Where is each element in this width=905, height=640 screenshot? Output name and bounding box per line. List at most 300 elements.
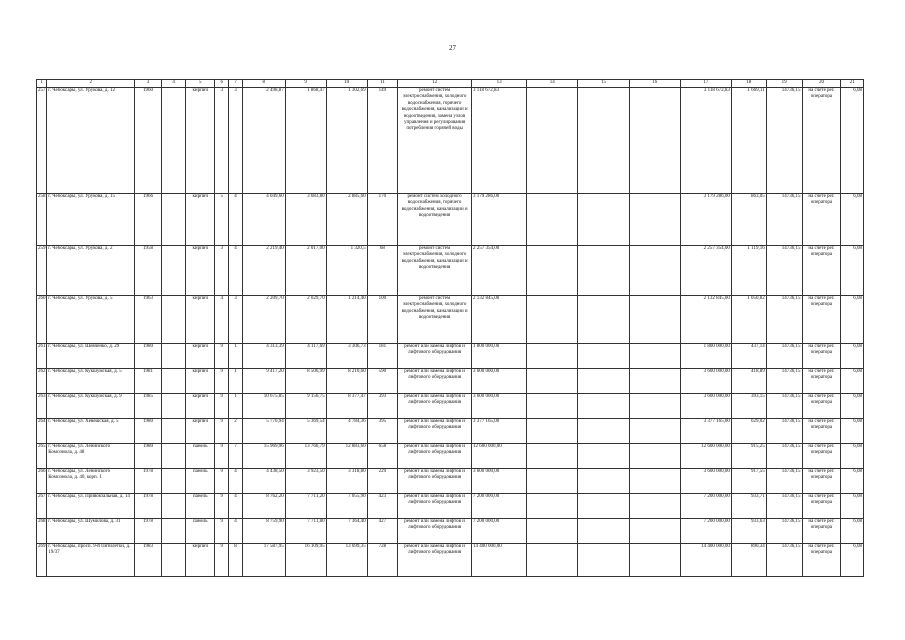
total-area-cell: 10 675,85 <box>242 394 285 419</box>
premises-area-cell: 2 017,00 <box>285 246 326 296</box>
residents-cell: 427 <box>367 519 398 544</box>
column-number-8: 8 <box>242 80 285 88</box>
entrances-cell: 4 <box>229 519 242 544</box>
residents-cell: 590 <box>367 369 398 394</box>
col15-cell <box>578 394 629 419</box>
column-number-row <box>37 80 864 88</box>
floors-cell: 9 <box>215 519 229 544</box>
col16-cell <box>629 296 680 344</box>
column-number-10: 10 <box>326 80 367 88</box>
cost-total-cell: 2 257 354,00 <box>471 246 526 296</box>
premises-area-cell: 8 506,99 <box>285 369 326 394</box>
work-type-cell: ремонт или замена лифтов и лифтового оборудования <box>398 469 472 494</box>
col16-cell <box>629 88 680 194</box>
col16-cell <box>629 494 680 519</box>
cost-total-cell: 2 132 845,00 <box>471 296 526 344</box>
col14-cell <box>527 544 578 577</box>
total-area-cell: 2 209,70 <box>242 296 285 344</box>
unit-cost-cell: 890,34 <box>731 544 766 577</box>
col15-cell <box>578 194 629 246</box>
col4-cell <box>161 444 186 469</box>
column-number-12: 12 <box>398 80 472 88</box>
cost-total-cell: 3 600 000,00 <box>471 394 526 419</box>
year-cell: 1978 <box>135 519 162 544</box>
col16-cell <box>629 444 680 469</box>
table-row <box>37 469 864 494</box>
column-number-7: 7 <box>229 80 242 88</box>
address-cell: г. Чебоксары, ул. Ленинского Комсомола, д. 40, корп. 1 <box>47 469 135 494</box>
work-type-cell: ремонт или замена лифтов и лифтового оборудования <box>398 369 472 394</box>
column-number-5: 5 <box>186 80 215 88</box>
col16-cell <box>629 544 680 577</box>
address-cell: г. Чебоксары, ул. Шевченко, д. 29 <box>47 344 135 369</box>
col16-cell <box>629 344 680 369</box>
premises-area-cell: 16 109,95 <box>285 544 326 577</box>
total-area-cell: 2 498,87 <box>242 88 285 194</box>
col14-cell <box>527 369 578 394</box>
total-area-cell: 4 313,39 <box>242 344 285 369</box>
premises-area-cell: 2 029,70 <box>285 296 326 344</box>
column-number-18: 18 <box>731 80 766 88</box>
rate-cell: 6,08 <box>841 296 864 344</box>
col4-cell <box>161 369 186 394</box>
floors-cell: 9 <box>215 469 229 494</box>
residential-area-cell: 8 210,60 <box>326 369 367 394</box>
work-type-cell: ремонт или замена лифтов и лифтового оборудования <box>398 444 472 469</box>
row-number: 268 <box>37 519 47 544</box>
floors-cell: 9 <box>215 544 229 577</box>
address-cell: г. Чебоксары, ул. Кукшумская, д. 9 <box>47 394 135 419</box>
wall-material-cell: панель <box>186 494 215 519</box>
entrances-cell: 4 <box>229 494 242 519</box>
row-number: 266 <box>37 469 47 494</box>
col4-cell <box>161 394 186 419</box>
floors-cell: 5 <box>215 194 229 246</box>
col14-cell <box>527 469 578 494</box>
row-number: 257 <box>37 88 47 194</box>
owners-funds-cell: 3 600 000,00 <box>680 394 731 419</box>
page-number: 27 <box>449 44 456 52</box>
cost-total-cell: 3 118 672,83 <box>471 88 526 194</box>
rate-cell: 6,08 <box>841 494 864 519</box>
fund-method-cell: на счете рег. оператора <box>802 369 841 394</box>
unit-cost-cell: 437,14 <box>731 344 766 369</box>
col4-cell <box>161 194 186 246</box>
table-row <box>37 519 864 544</box>
residents-cell: 181 <box>367 344 398 369</box>
residents-cell: 170 <box>367 194 398 246</box>
owners-funds-cell: 7 200 000,00 <box>680 519 731 544</box>
unit-cost-cell: 629,02 <box>731 419 766 444</box>
col16-cell <box>629 246 680 296</box>
year-cell: 1978 <box>135 494 162 519</box>
row-number: 267 <box>37 494 47 519</box>
residential-area-cell: 8 377,47 <box>326 394 367 419</box>
year-cell: 1983 <box>135 544 162 577</box>
col16-cell <box>629 419 680 444</box>
floors-cell: 9 <box>215 369 229 394</box>
cost-total-cell: 3 600 000,00 <box>471 469 526 494</box>
floors-cell: 9 <box>215 444 229 469</box>
residents-cell: 658 <box>367 444 398 469</box>
col4-cell <box>161 246 186 296</box>
total-area-cell: 9 417,20 <box>242 369 285 394</box>
col15-cell <box>578 88 629 194</box>
col16-cell <box>629 519 680 544</box>
total-area-cell: 2 219,40 <box>242 246 285 296</box>
limit-cost-cell: 14736,15 <box>766 494 802 519</box>
premises-area-cell: 4 117,69 <box>285 344 326 369</box>
wall-material-cell: панель <box>186 469 215 494</box>
col15-cell <box>578 544 629 577</box>
col14-cell <box>527 344 578 369</box>
premises-area-cell: 3 683,80 <box>285 194 326 246</box>
address-cell: г. Чебоксары, ул. Урукова, д. 2 <box>47 246 135 296</box>
col4-cell <box>161 344 186 369</box>
col14-cell <box>527 296 578 344</box>
col16-cell <box>629 369 680 394</box>
total-area-cell: 15 969,96 <box>242 444 285 469</box>
entrances-cell: 2 <box>229 419 242 444</box>
col16-cell <box>629 394 680 419</box>
wall-material-cell: кирпич <box>186 369 215 394</box>
limit-cost-cell: 14736,15 <box>766 88 802 194</box>
cost-total-cell: 7 200 000,00 <box>471 519 526 544</box>
fund-method-cell: на счете рег. оператора <box>802 88 841 194</box>
table-body <box>37 88 864 577</box>
year-cell: 1958 <box>135 246 162 296</box>
column-number-1: 1 <box>37 80 47 88</box>
owners-funds-cell: 3 600 000,00 <box>680 469 731 494</box>
work-type-cell: ремонт или замена лифтов и лифтового оборудования <box>398 344 472 369</box>
column-number-11: 11 <box>367 80 398 88</box>
row-number: 264 <box>37 419 47 444</box>
residents-cell: 100 <box>367 296 398 344</box>
limit-cost-cell: 14736,15 <box>766 344 802 369</box>
wall-material-cell: кирпич <box>186 296 215 344</box>
premises-area-cell: 13 766,79 <box>285 444 326 469</box>
residents-cell: 229 <box>367 469 398 494</box>
owners-funds-cell: 1 800 000,00 <box>680 344 731 369</box>
col4-cell <box>161 519 186 544</box>
total-area-cell: 17 587,95 <box>242 544 285 577</box>
col15-cell <box>578 369 629 394</box>
owners-funds-cell: 3 377 165,00 <box>680 419 731 444</box>
cost-total-cell: 3 179 286,00 <box>471 194 526 246</box>
unit-cost-cell: 393,15 <box>731 394 766 419</box>
residents-cell: 423 <box>367 494 398 519</box>
address-cell: г. Чебоксары, ул. Кукшумская, д. 5 <box>47 369 135 394</box>
table-row <box>37 344 864 369</box>
col14-cell <box>527 246 578 296</box>
limit-cost-cell: 14736,15 <box>766 444 802 469</box>
work-type-cell: ремонт систем холодного водоснабжения, горячего водоснабжения, канализации и водоотведения <box>398 194 472 246</box>
entrances-cell: 1 <box>229 344 242 369</box>
premises-area-cell: 9 156,75 <box>285 394 326 419</box>
table-row <box>37 394 864 419</box>
table-row <box>37 296 864 344</box>
row-number: 265 <box>37 444 47 469</box>
col4-cell <box>161 544 186 577</box>
table-row <box>37 444 864 469</box>
col14-cell <box>527 88 578 194</box>
residential-area-cell: 3 318,80 <box>326 469 367 494</box>
address-cell: г. Чебоксары, ул. Хевешская, д. 5 <box>47 419 135 444</box>
unit-cost-cell: 917,55 <box>731 469 766 494</box>
column-number-3: 3 <box>135 80 162 88</box>
residents-cell: 149 <box>367 88 398 194</box>
floors-cell: 9 <box>215 394 229 419</box>
rate-cell: 6,08 <box>841 544 864 577</box>
unit-cost-cell: 915,25 <box>731 444 766 469</box>
col15-cell <box>578 419 629 444</box>
residents-cell: 728 <box>367 544 398 577</box>
wall-material-cell: кирпич <box>186 246 215 296</box>
limit-cost-cell: 14736,15 <box>766 394 802 419</box>
row-number: 263 <box>37 394 47 419</box>
owners-funds-cell: 12 600 000,00 <box>680 444 731 469</box>
residential-area-cell: 1 214,40 <box>326 296 367 344</box>
rate-cell: 6,08 <box>841 419 864 444</box>
owners-funds-cell: 14 400 000,00 <box>680 544 731 577</box>
year-cell: 1980 <box>135 419 162 444</box>
col15-cell <box>578 344 629 369</box>
residential-area-cell: 1 320,5 <box>326 246 367 296</box>
owners-funds-cell: 7 200 000,00 <box>680 494 731 519</box>
table-row <box>37 369 864 394</box>
entrances-cell: 8 <box>229 544 242 577</box>
wall-material-cell: кирпич <box>186 344 215 369</box>
entrances-cell: 3 <box>229 88 242 194</box>
col14-cell <box>527 519 578 544</box>
capital-repair-table <box>36 79 864 577</box>
limit-cost-cell: 14736,15 <box>766 194 802 246</box>
column-number-19: 19 <box>766 80 802 88</box>
work-type-cell: ремонт или замена лифтов и лифтового оборудования <box>398 394 472 419</box>
col15-cell <box>578 444 629 469</box>
fund-method-cell: на счете рег. оператора <box>802 296 841 344</box>
total-area-cell: 5 770,94 <box>242 419 285 444</box>
floors-cell: 9 <box>215 419 229 444</box>
col4-cell <box>161 494 186 519</box>
column-number-21: 21 <box>841 80 864 88</box>
column-number-15: 15 <box>578 80 629 88</box>
year-cell: 1980 <box>135 444 162 469</box>
unit-cost-cell: 418,89 <box>731 369 766 394</box>
column-number-13: 13 <box>471 80 526 88</box>
floors-cell: 3 <box>215 88 229 194</box>
floors-cell: 9 <box>215 494 229 519</box>
rate-cell: 6,08 <box>841 394 864 419</box>
col14-cell <box>527 394 578 419</box>
cost-total-cell: 3 600 000,00 <box>471 369 526 394</box>
entrances-cell: 7 <box>229 444 242 469</box>
table-row <box>37 246 864 296</box>
row-number: 258 <box>37 194 47 246</box>
unit-cost-cell: 1 669,11 <box>731 88 766 194</box>
work-type-cell: ремонт систем электроснабжения, холодного водоснабжения, горячего водоснабжения, канализации и водоотведения, замена узлов управления и регулирования потребления горячей воды <box>398 88 472 194</box>
unit-cost-cell: 863,05 <box>731 194 766 246</box>
address-cell: г. Чебоксары, ул. Урукова, д. 5 <box>47 296 135 344</box>
premises-area-cell: 3 923,50 <box>285 469 326 494</box>
floors-cell: 9 <box>215 344 229 369</box>
wall-material-cell: кирпич <box>186 544 215 577</box>
col15-cell <box>578 296 629 344</box>
table-row <box>37 544 864 577</box>
col16-cell <box>629 194 680 246</box>
owners-funds-cell: 3 118 672,83 <box>680 88 731 194</box>
col4-cell <box>161 419 186 444</box>
table-row <box>37 88 864 194</box>
residential-area-cell: 1 302,69 <box>326 88 367 194</box>
col15-cell <box>578 494 629 519</box>
entrances-cell: 3 <box>229 296 242 344</box>
rate-cell: 6,08 <box>841 444 864 469</box>
entrances-cell: 1 <box>229 394 242 419</box>
fund-method-cell: на счете рег. оператора <box>802 246 841 296</box>
rate-cell: 6,08 <box>841 194 864 246</box>
fund-method-cell: на счете рег. оператора <box>802 519 841 544</box>
col15-cell <box>578 469 629 494</box>
owners-funds-cell: 3 600 000,00 <box>680 369 731 394</box>
column-number-6: 6 <box>215 80 229 88</box>
premises-area-cell: 1 868,47 <box>285 88 326 194</box>
residential-area-cell: 12 883,60 <box>326 444 367 469</box>
col15-cell <box>578 519 629 544</box>
col14-cell <box>527 444 578 469</box>
column-number-2: 2 <box>47 80 135 88</box>
table-row <box>37 494 864 519</box>
table-row <box>37 194 864 246</box>
year-cell: 1963 <box>135 296 162 344</box>
fund-method-cell: на счете рег. оператора <box>802 444 841 469</box>
column-number-9: 9 <box>285 80 326 88</box>
address-cell: г. Чебоксары, ул. Шумилова, д. 31 <box>47 519 135 544</box>
floors-cell: 3 <box>215 246 229 296</box>
column-number-4: 4 <box>161 80 186 88</box>
total-area-cell: 4 049,60 <box>242 194 285 246</box>
fund-method-cell: на счете рег. оператора <box>802 544 841 577</box>
residents-cell: 393 <box>367 394 398 419</box>
work-type-cell: ремонт или замена лифтов и лифтового оборудования <box>398 494 472 519</box>
wall-material-cell: кирпич <box>186 88 215 194</box>
rate-cell: 6,08 <box>841 369 864 394</box>
col4-cell <box>161 469 186 494</box>
premises-area-cell: 5 369,54 <box>285 419 326 444</box>
total-area-cell: 4 438,50 <box>242 469 285 494</box>
limit-cost-cell: 14736,15 <box>766 519 802 544</box>
rate-cell: 6,08 <box>841 246 864 296</box>
work-type-cell: ремонт или замена лифтов и лифтового оборудования <box>398 544 472 577</box>
limit-cost-cell: 14736,15 <box>766 246 802 296</box>
limit-cost-cell: 14736,15 <box>766 544 802 577</box>
col15-cell <box>578 246 629 296</box>
owners-funds-cell: 2 257 354,00 <box>680 246 731 296</box>
wall-material-cell: панель <box>186 519 215 544</box>
table-row <box>37 419 864 444</box>
year-cell: 1966 <box>135 194 162 246</box>
rate-cell: 6,08 <box>841 469 864 494</box>
work-type-cell: ремонт или замена лифтов и лифтового оборудования <box>398 519 472 544</box>
residential-area-cell: 4 784,36 <box>326 419 367 444</box>
cost-total-cell: 7 200 000,00 <box>471 494 526 519</box>
row-number: 269 <box>37 544 47 577</box>
col14-cell <box>527 194 578 246</box>
fund-method-cell: на счете рег. оператора <box>802 494 841 519</box>
limit-cost-cell: 14736,15 <box>766 296 802 344</box>
premises-area-cell: 7 711,80 <box>285 519 326 544</box>
residential-area-cell: 2 885,60 <box>326 194 367 246</box>
column-number-14: 14 <box>527 80 578 88</box>
work-type-cell: ремонт систем электроснабжения, холодного водоснабжения, канализации и водоотведения <box>398 246 472 296</box>
floors-cell: 4 <box>215 296 229 344</box>
fund-method-cell: на счете рег. оператора <box>802 419 841 444</box>
col14-cell <box>527 419 578 444</box>
owners-funds-cell: 3 179 286,00 <box>680 194 731 246</box>
residential-area-cell: 7 364,40 <box>326 519 367 544</box>
wall-material-cell: кирпич <box>186 194 215 246</box>
year-cell: 1980 <box>135 344 162 369</box>
wall-material-cell: панель <box>186 444 215 469</box>
limit-cost-cell: 14736,15 <box>766 369 802 394</box>
column-number-20: 20 <box>802 80 841 88</box>
address-cell: г. Чебоксары, ул. Ленинского Комсомола, д. 48 <box>47 444 135 469</box>
entrances-cell: 1 <box>229 369 242 394</box>
unit-cost-cell: 933,71 <box>731 494 766 519</box>
row-number: 260 <box>37 296 47 344</box>
unit-cost-cell: 933,63 <box>731 519 766 544</box>
total-area-cell: 8 762,20 <box>242 494 285 519</box>
cost-total-cell: 14 400 000,00 <box>471 544 526 577</box>
year-cell: 1978 <box>135 469 162 494</box>
fund-method-cell: на счете рег. оператора <box>802 469 841 494</box>
row-number: 259 <box>37 246 47 296</box>
residential-area-cell: 13 699,35 <box>326 544 367 577</box>
address-cell: г. Чебоксары, ул. Урукова, д. 12 <box>47 88 135 194</box>
owners-funds-cell: 2 132 845,00 <box>680 296 731 344</box>
entrances-cell: 4 <box>229 469 242 494</box>
residents-cell: 68 <box>367 246 398 296</box>
col4-cell <box>161 296 186 344</box>
cost-total-cell: 1 800 000,00 <box>471 344 526 369</box>
fund-method-cell: на счете рег. оператора <box>802 194 841 246</box>
cost-total-cell: 3 377 165,00 <box>471 419 526 444</box>
cost-total-cell: 12 600 000,00 <box>471 444 526 469</box>
unit-cost-cell: 1 119,16 <box>731 246 766 296</box>
limit-cost-cell: 14736,15 <box>766 469 802 494</box>
residential-area-cell: 3 306,73 <box>326 344 367 369</box>
entrances-cell: 4 <box>229 246 242 296</box>
fund-method-cell: на счете рег. оператора <box>802 394 841 419</box>
work-type-cell: ремонт или замена лифтов и лифтового оборудования <box>398 419 472 444</box>
address-cell: г. Чебоксары, ул. Привокзальная, д. 14 <box>47 494 135 519</box>
work-type-cell: ремонт систем электроснабжения, холодного водоснабжения, канализации и водоотведения <box>398 296 472 344</box>
col14-cell <box>527 494 578 519</box>
entrances-cell: 4 <box>229 194 242 246</box>
rate-cell: 6,08 <box>841 344 864 369</box>
year-cell: 1985 <box>135 394 162 419</box>
unit-cost-cell: 1 050,82 <box>731 296 766 344</box>
limit-cost-cell: 14736,15 <box>766 419 802 444</box>
address-cell: г. Чебоксары, ул. Урукова, д. 15 <box>47 194 135 246</box>
total-area-cell: 8 759,90 <box>242 519 285 544</box>
year-cell: 1960 <box>135 88 162 194</box>
row-number: 262 <box>37 369 47 394</box>
column-number-16: 16 <box>629 80 680 88</box>
col4-cell <box>161 88 186 194</box>
rate-cell: 6,08 <box>841 519 864 544</box>
premises-area-cell: 7 711,20 <box>285 494 326 519</box>
